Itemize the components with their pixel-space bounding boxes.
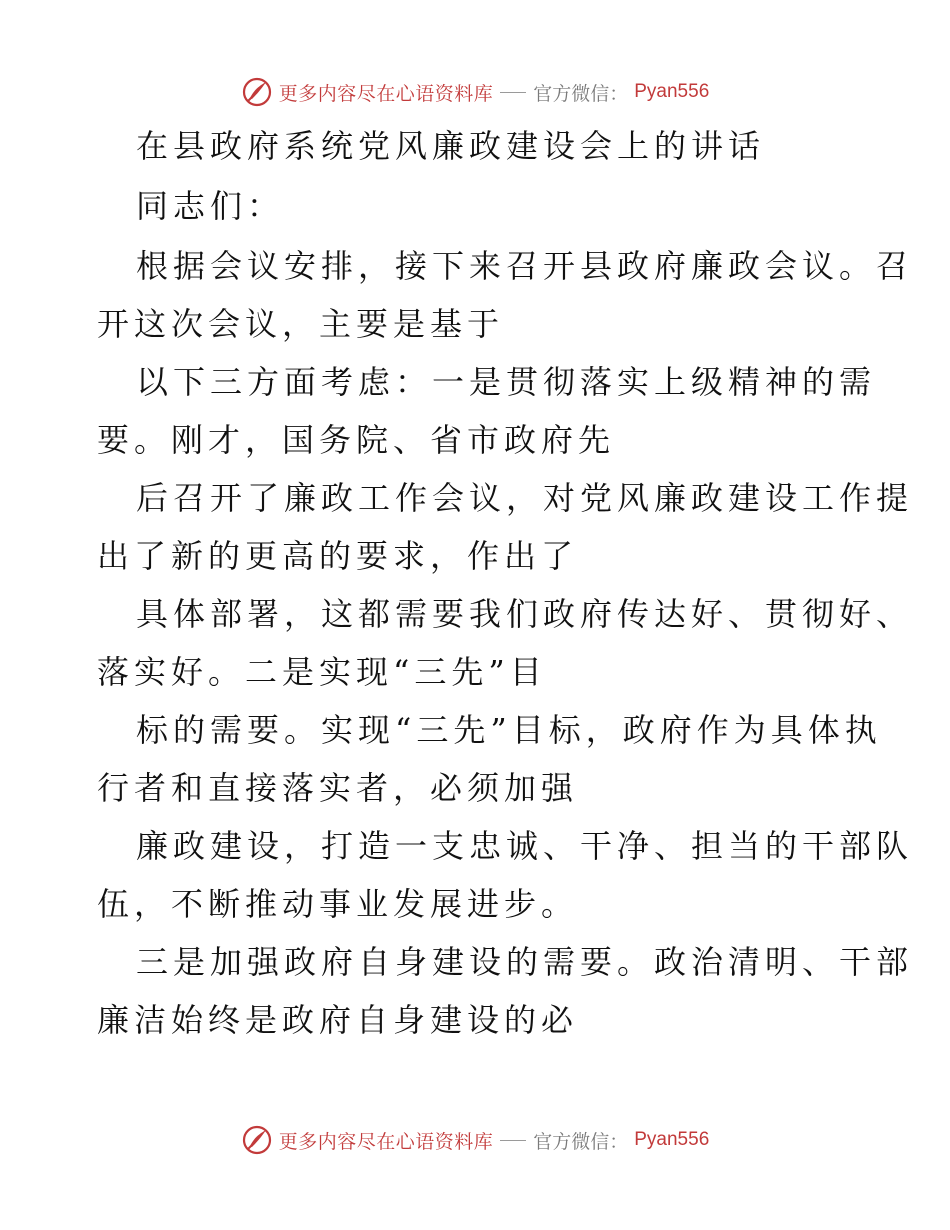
paragraph-line: 落实好。二是实现“三先”目 (97, 653, 547, 691)
paragraph-line: 三是加强政府自身建设的需要。政治清明、干部 (136, 943, 914, 981)
banner-wechat-id: Pyan556 (634, 1129, 710, 1150)
paragraph-line: 伍，不断推动事业发展进步。 (97, 885, 579, 923)
quill-seal-icon (241, 1124, 273, 1156)
paragraph-line: 行者和直接落实者，必须加强 (97, 769, 579, 807)
banner-wechat-label: 官方微信： (533, 1130, 629, 1153)
salutation: 同志们： (136, 187, 285, 225)
paragraph-line: 以下三方面考虑：一是贯彻落实上级精神的需 (136, 363, 877, 401)
banner-text: 更多内容尽在心语资料库 (278, 1130, 494, 1153)
header-banner (0, 72, 950, 112)
banner-separator (500, 92, 526, 93)
paragraph-line: 具体部署，这都需要我们政府传达好、贯彻好、 (136, 595, 914, 633)
footer-banner (0, 1120, 950, 1160)
paragraph-line: 出了新的更高的要求，作出了 (97, 537, 579, 575)
document-title: 在县政府系统党风廉政建设会上的讲话 (136, 127, 766, 165)
quill-seal-icon (241, 76, 273, 108)
banner-wechat-label: 官方微信： (533, 82, 629, 105)
paragraph-line: 廉政建设，打造一支忠诚、干净、担当的干部队 (136, 827, 914, 865)
banner-wechat-id: Pyan556 (634, 81, 710, 102)
banner-text: 更多内容尽在心语资料库 (278, 82, 494, 105)
banner-separator (500, 1140, 526, 1141)
paragraph-line: 后召开了廉政工作会议，对党风廉政建设工作提 (136, 479, 914, 517)
paragraph-line: 要。刚才，国务院、省市政府先 (97, 421, 616, 459)
paragraph-line: 开这次会议，主要是基于 (97, 305, 505, 343)
paragraph-line: 根据会议安排，接下来召开县政府廉政会议。召 (136, 247, 914, 285)
paragraph-line: 廉洁始终是政府自身建设的必 (97, 1001, 579, 1039)
paragraph-line: 标的需要。实现“三先”目标，政府作为具体执 (136, 711, 882, 749)
